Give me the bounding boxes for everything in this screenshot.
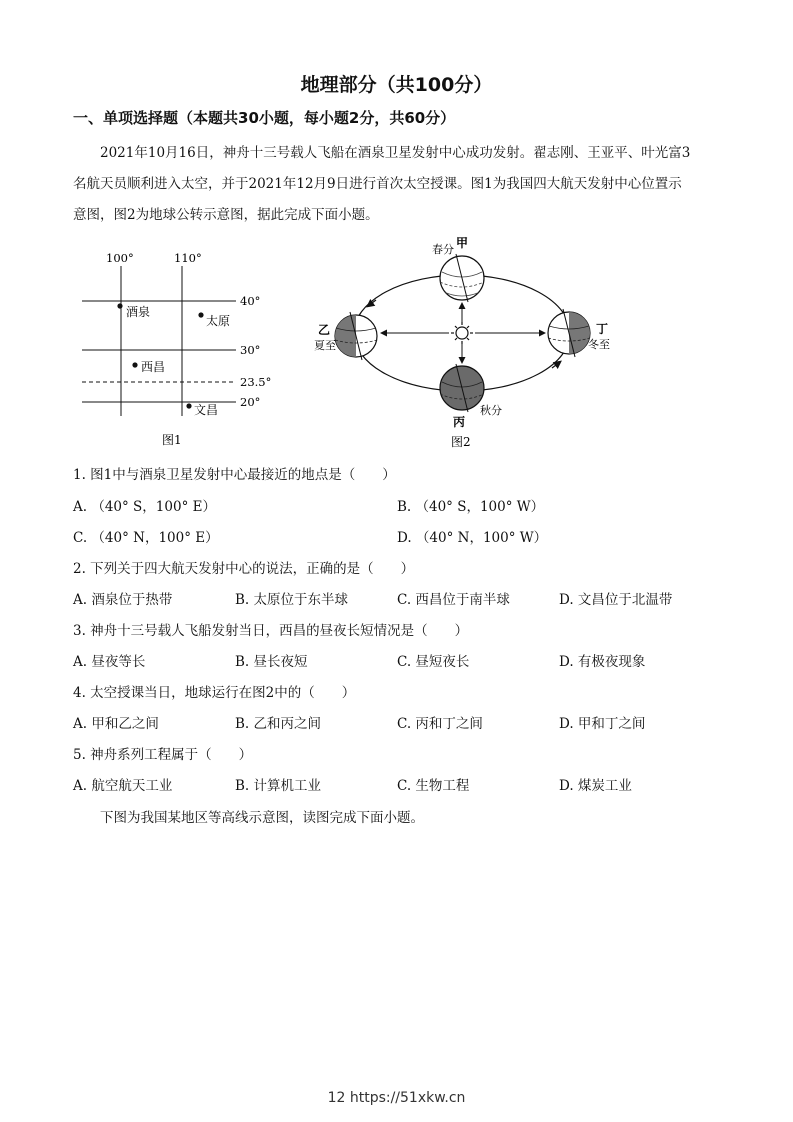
- place-jiuquan: 酒泉: [126, 305, 151, 319]
- figure-2-orbit: [306, 236, 626, 451]
- figure-1-caption: 图1: [162, 433, 182, 447]
- figure-2-caption: 图2: [451, 435, 471, 449]
- intro-paragraph: [73, 138, 723, 231]
- label-qiufen: 秋分: [480, 404, 502, 417]
- label-dongzhi: 冬至: [588, 338, 610, 351]
- q3-option-a[interactable]: A. 昼夜等长: [73, 654, 146, 670]
- lat-label-40: 40°: [240, 294, 261, 308]
- lat-label-30: 30°: [240, 343, 261, 357]
- wenchang-dot: [186, 403, 191, 408]
- taiyuan-dot: [198, 312, 203, 317]
- intro-line: 名航天员顺利进入太空，并于2021年12月9日进行首次太空授课。图1为我国四大航天发射中心位置示: [73, 176, 682, 192]
- question-5-stem: 5. 神舟系列工程属于（ ）: [73, 747, 253, 763]
- lat-label-23-5: 23.5°: [240, 375, 272, 389]
- q5-option-c[interactable]: C. 生物工程: [397, 778, 470, 794]
- lon-label-110: 110°: [174, 251, 202, 265]
- earth-ding-icon: [548, 309, 590, 357]
- q4-option-c[interactable]: C. 丙和丁之间: [397, 716, 483, 732]
- q4-option-b[interactable]: B. 乙和丙之间: [235, 716, 322, 732]
- earth-jia-icon: [440, 254, 484, 302]
- q2-option-b[interactable]: B. 太原位于东半球: [235, 592, 349, 608]
- sun-icon: [451, 322, 473, 344]
- q1-option-b[interactable]: B. （40° S，100° W）: [397, 499, 545, 515]
- q5-option-a[interactable]: A. 航空航天工业: [73, 778, 173, 794]
- label-bing: 丙: [453, 415, 466, 429]
- q3-option-c[interactable]: C. 昼短夜长: [397, 654, 470, 670]
- intro-line: 2021年10月16日，神舟十三号载人飞船在酒泉卫星发射中心成功发射。翟志刚、王亚平、叶光富3: [100, 145, 691, 161]
- place-xichang: 西昌: [141, 360, 166, 374]
- label-xiazhi: 夏至: [314, 339, 336, 352]
- q3-option-b[interactable]: B. 昼长夜短: [235, 654, 308, 670]
- earth-bing-icon: [440, 364, 484, 412]
- question-3-stem: 3. 神舟十三号载人飞船发射当日，西昌的昼夜长短情况是（ ）: [73, 623, 469, 639]
- page-title: 地理部分（共100分）: [300, 74, 493, 96]
- q5-option-d[interactable]: D. 煤炭工业: [559, 778, 632, 794]
- intro-line: 意图，图2为地球公转示意图，据此完成下面小题。: [73, 207, 379, 223]
- label-ding: 丁: [596, 322, 609, 336]
- lat-label-20: 20°: [240, 395, 261, 409]
- question-2-stem: 2. 下列关于四大航天发射中心的说法，正确的是（ ）: [73, 561, 415, 577]
- section-heading: 一、单项选择题（本题共30小题，每小题2分，共60分）: [73, 109, 456, 127]
- figure-1-map: [78, 248, 283, 453]
- q2-option-d[interactable]: D. 文昌位于北温带: [559, 592, 673, 608]
- label-yi: 乙: [318, 323, 331, 337]
- page-footer: 12 https://51xkw.cn: [327, 1090, 466, 1106]
- lon-label-100: 100°: [106, 251, 134, 265]
- q1-option-a[interactable]: A. （40° S，100° E）: [73, 499, 216, 515]
- place-wenchang: 文昌: [194, 403, 219, 417]
- xichang-dot: [132, 362, 137, 367]
- q2-option-c[interactable]: C. 西昌位于南半球: [397, 592, 510, 608]
- label-chunfen: 春分: [432, 243, 454, 256]
- q4-option-d[interactable]: D. 甲和丁之间: [559, 716, 646, 732]
- q1-option-c[interactable]: C. （40° N，100° E）: [73, 530, 219, 546]
- q1-option-d[interactable]: D. （40° N，100° W）: [397, 530, 548, 546]
- q2-option-a[interactable]: A. 酒泉位于热带: [73, 592, 173, 608]
- q3-option-d[interactable]: D. 有极夜现象: [559, 654, 646, 670]
- place-taiyuan: 太原: [206, 314, 231, 328]
- jiuquan-dot: [117, 303, 122, 308]
- next-intro: 下图为我国某地区等高线示意图，读图完成下面小题。: [100, 810, 424, 826]
- label-jia: 甲: [456, 236, 469, 250]
- earth-yi-icon: [335, 312, 377, 360]
- q5-option-b[interactable]: B. 计算机工业: [235, 778, 322, 794]
- question-4-stem: 4. 太空授课当日，地球运行在图2中的（ ）: [73, 685, 356, 701]
- q4-option-a[interactable]: A. 甲和乙之间: [73, 716, 159, 732]
- question-1-stem: 1. 图1中与酒泉卫星发射中心最接近的地点是（ ）: [73, 467, 396, 483]
